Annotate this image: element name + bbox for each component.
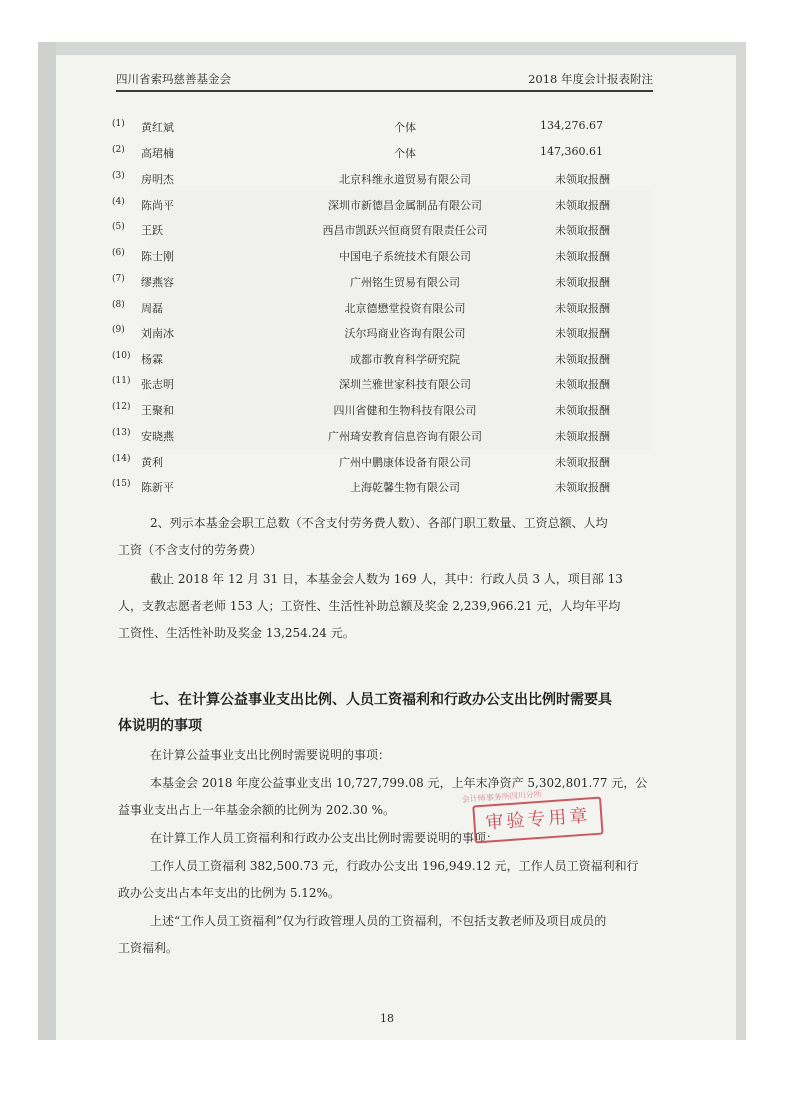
section7-para-c1: 上述“工作人员工资福利”仅为行政管理人员的工资福利，不包括支教老师及项目成员的	[150, 914, 607, 928]
recipient-number: (1)	[112, 119, 125, 129]
section7-para-a1: 在计算公益事业支出比例时需要说明的事项：	[150, 748, 391, 762]
recipient-name: 王聚和	[141, 404, 174, 417]
audit-seal-stamp	[461, 784, 614, 844]
recipient-amount: 134,276.67	[540, 119, 603, 132]
stamp-text: 审验专用章	[484, 805, 591, 834]
recipient-number: (2)	[112, 145, 125, 155]
recipient-company: 成都市教育科学研究院	[350, 353, 460, 366]
section2-title-line1: 2、列示本基金会职工总数（不含支付劳务费人数）、各部门职工数量、工资总额、人均	[150, 516, 608, 530]
recipient-row	[0, 428, 786, 446]
page-number: 18	[380, 1012, 394, 1025]
recipient-row	[0, 376, 786, 394]
recipient-row	[0, 119, 786, 137]
recipient-row	[0, 479, 786, 497]
recipient-company: 广州铭生贸易有限公司	[350, 276, 460, 289]
recipient-number: (15)	[112, 479, 131, 489]
section7-heading-line2: 体说明的事项	[118, 718, 202, 734]
recipient-company: 北京德懋堂投资有限公司	[344, 302, 466, 315]
recipient-amount: 147,360.61	[540, 145, 603, 158]
section2-body-line3: 工资性、生活性补助及奖金 13,254.24 元。	[118, 626, 355, 640]
section7-para-b1: 在计算工作人员工资福利和行政办公支出比例时需要说明的事项：	[150, 831, 499, 845]
recipient-company: 中国电子系统技术有限公司	[339, 250, 471, 263]
recipient-row	[0, 300, 786, 318]
recipient-company: 深圳市新德昌金属制品有限公司	[328, 199, 482, 212]
section2-title-line2: 工资（不含支付的劳务费）	[118, 543, 263, 557]
recipient-company: 广州琦安教育信息咨询有限公司	[328, 430, 482, 443]
recipient-number: (9)	[112, 325, 125, 335]
recipient-name: 陈新平	[141, 481, 174, 494]
recipient-amount: 未领取报酬	[555, 302, 610, 315]
recipient-name: 陈尚平	[141, 199, 174, 212]
recipient-company: 上海乾馨生物有限公司	[350, 481, 460, 494]
recipient-name: 王跃	[141, 224, 163, 237]
recipient-row	[0, 274, 786, 292]
recipient-amount: 未领取报酬	[555, 430, 610, 443]
recipient-amount: 未领取报酬	[555, 481, 610, 494]
recipient-amount: 未领取报酬	[555, 199, 610, 212]
recipient-row	[0, 454, 786, 472]
stamp-subtext: 会计师事务所四川分所	[461, 789, 542, 805]
recipient-row	[0, 402, 786, 420]
recipient-name: 房明杰	[141, 173, 174, 186]
recipient-company: 个体	[394, 147, 416, 160]
recipient-name: 张志明	[141, 378, 174, 391]
recipient-name: 陈士刚	[141, 250, 174, 263]
section2-body-line2: 人，支教志愿者老师 153 人；工资性、生活性补助总额及奖金 2,239,966.21 元，人均年平均	[118, 599, 621, 613]
section7-para-b3: 政办公支出占本年支出的比例为 5.12%。	[118, 886, 340, 900]
header-org-name: 四川省索玛慈善基金会	[116, 72, 231, 86]
recipient-name: 刘南冰	[141, 327, 174, 340]
recipient-name: 缪燕容	[141, 276, 174, 289]
page-shadow	[38, 42, 56, 1040]
recipient-row	[0, 145, 786, 163]
recipient-number: (5)	[112, 222, 125, 232]
header-report-title: 2018 年度会计报表附注	[528, 72, 653, 86]
recipient-amount: 未领取报酬	[555, 404, 610, 417]
recipient-row	[0, 248, 786, 266]
recipient-amount: 未领取报酬	[555, 456, 610, 469]
section7-para-b2: 工作人员工资福利 382,500.73 元，行政办公支出 196,949.12 元，工作人员工资福利和行	[150, 859, 639, 873]
recipient-row	[0, 325, 786, 343]
section7-para-a3: 益事业支出占上一年基金余额的比例为 202.30 %。	[118, 803, 396, 817]
recipient-number: (3)	[112, 171, 125, 181]
recipient-row	[0, 351, 786, 369]
recipient-company: 广州中鹏康体设备有限公司	[339, 456, 471, 469]
section2-body-line1: 截止 2018 年 12 月 31 日，本基金会人数为 169 人，其中：行政人员 3 人，项目部 13	[150, 572, 623, 586]
recipient-name: 周磊	[141, 302, 163, 315]
recipient-company: 北京科维永道贸易有限公司	[339, 173, 471, 186]
recipient-name: 杨霖	[141, 353, 163, 366]
recipient-name: 黄红斌	[141, 121, 174, 134]
recipient-company: 深圳兰雅世家科技有限公司	[339, 378, 471, 391]
recipient-amount: 未领取报酬	[555, 250, 610, 263]
recipient-number: (4)	[112, 197, 125, 207]
recipient-row	[0, 222, 786, 240]
recipient-company: 沃尔玛商业咨询有限公司	[344, 327, 466, 340]
recipient-number: (10)	[112, 351, 131, 361]
recipient-name: 高珺楠	[141, 147, 174, 160]
recipient-amount: 未领取报酬	[555, 173, 610, 186]
recipient-row	[0, 197, 786, 215]
section7-heading-line1: 七、在计算公益事业支出比例、人员工资福利和行政办公支出比例时需要具	[150, 692, 612, 708]
recipient-number: (6)	[112, 248, 125, 258]
recipient-company: 个体	[394, 121, 416, 134]
recipient-number: (7)	[112, 274, 125, 284]
recipient-name: 黄利	[141, 456, 163, 469]
recipient-amount: 未领取报酬	[555, 353, 610, 366]
recipient-amount: 未领取报酬	[555, 224, 610, 237]
page-header	[116, 70, 653, 92]
recipient-company: 四川省健和生物科技有限公司	[333, 404, 477, 417]
recipient-number: (12)	[112, 402, 131, 412]
recipient-name: 安晓燕	[141, 430, 174, 443]
recipient-company: 西昌市凯跃兴恒商贸有限责任公司	[322, 224, 488, 237]
section7-para-c2: 工资福利。	[118, 941, 179, 955]
recipient-amount: 未领取报酬	[555, 327, 610, 340]
section7-para-a2: 本基金会 2018 年度公益事业支出 10,727,799.08 元，上年末净资产 5,302,801.77 元，公	[150, 776, 648, 790]
recipient-amount: 未领取报酬	[555, 378, 610, 391]
recipient-number: (14)	[112, 454, 131, 464]
recipient-number: (11)	[112, 376, 131, 386]
recipient-row	[0, 171, 786, 189]
recipient-amount: 未领取报酬	[555, 276, 610, 289]
recipient-number: (8)	[112, 300, 125, 310]
recipient-number: (13)	[112, 428, 131, 438]
